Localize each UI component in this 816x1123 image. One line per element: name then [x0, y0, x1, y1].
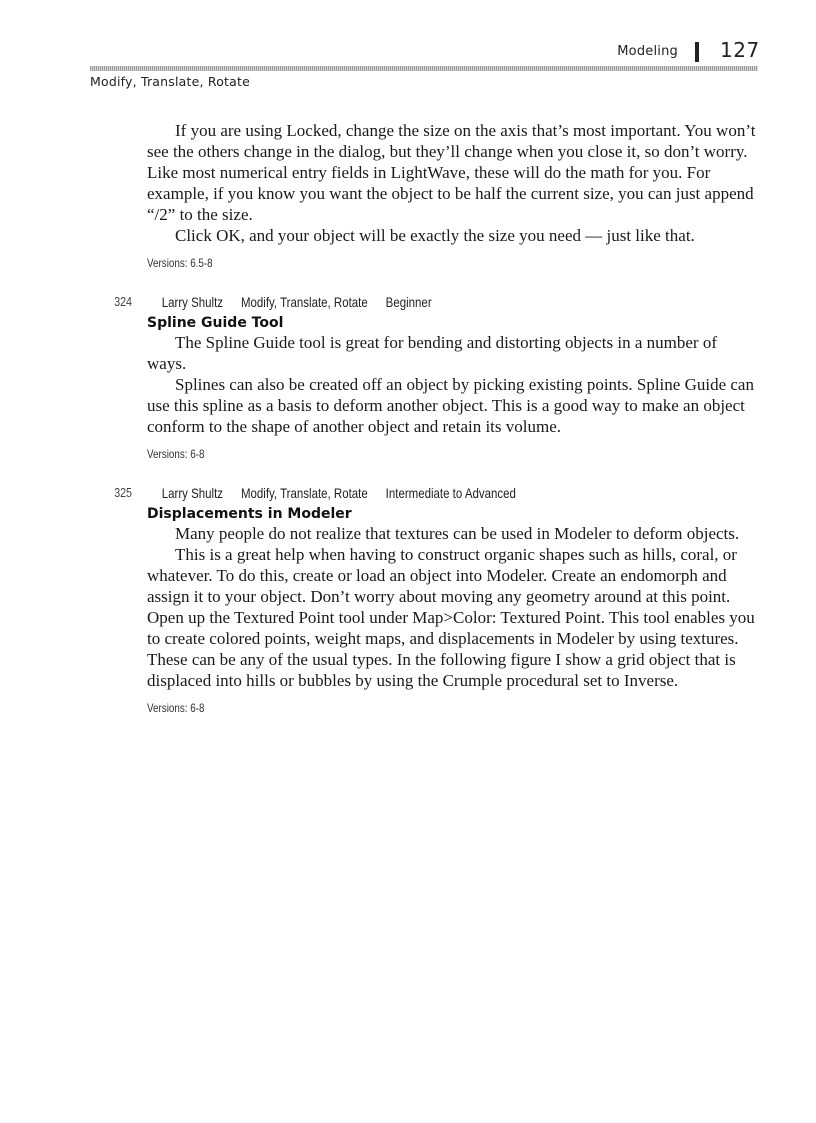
tip-paragraph: This is a great help when having to construct organic shapes such as hills, coral, or whatever. To do this, create or load an object into Modeler. Create an endomorph and assign it to your object. Don’t worry about moving any geometry around at this point. Open up the Textured Point tool under Map>Color: Textured Point. This tool enables you to create colored points, weight maps, and displacements in Modeler by using textures. These can be any of the usual types. In the following figure I show a grid object that is displaced into hills or bubbles by using the Crumple procedural set to Inverse. [147, 545, 755, 690]
tip-category: Modify, Translate, Rotate [240, 294, 368, 310]
tip-entry-324 [114, 294, 759, 461]
header-separator [695, 42, 699, 62]
tip-author: Larry Shultz [161, 485, 224, 501]
page-content [114, 120, 759, 715]
tip-level: Beginner [385, 294, 432, 310]
tip-number: 325 [114, 485, 132, 500]
tip-versions: Versions: 6-8 [147, 701, 205, 715]
running-title: Modeling [617, 44, 678, 59]
tip-title: Spline Guide Tool [147, 315, 284, 331]
page-header [0, 0, 816, 100]
intro-paragraph: Click OK, and your object will be exactly the size you need — just like that. [175, 226, 695, 245]
page-number: 127 [720, 38, 760, 62]
tip-meta [114, 485, 649, 501]
intro-paragraph: If you are using Locked, change the size on the axis that’s most important. You won’t see the others change in the dialog, but they’ll change when you close it, so don’t worry. Like most numerical entry fields in LightWave, these will do the math for you. For example, if you know you want the object to be half the current size, you can just append “/2” to the size. [147, 121, 756, 224]
section-title: Modify, Translate, Rotate [90, 74, 250, 89]
tip-versions: Versions: 6-8 [147, 447, 205, 461]
tip-category: Modify, Translate, Rotate [240, 485, 368, 501]
tip-paragraph: Many people do not realize that textures can be used in Modeler to deform objects. [175, 524, 740, 543]
tip-title: Displacements in Modeler [147, 506, 352, 522]
tip-paragraph: Splines can also be created off an object by picking existing points. Spline Guide can use this spline as a basis to deform another object. This is a good way to make an object conform to the shape of another object and retain its volume. [147, 375, 754, 436]
tip-entry-325 [114, 485, 759, 715]
intro-versions: Versions: 6.5-8 [147, 256, 213, 270]
tip-number: 324 [114, 294, 132, 309]
tip-author: Larry Shultz [161, 294, 224, 310]
header-rule [90, 66, 758, 71]
tip-level: Intermediate to Advanced [385, 485, 516, 501]
tip-meta [114, 294, 649, 310]
intro-block [147, 120, 759, 270]
tip-paragraph: The Spline Guide tool is great for bending and distorting objects in a number of ways. [147, 333, 717, 373]
